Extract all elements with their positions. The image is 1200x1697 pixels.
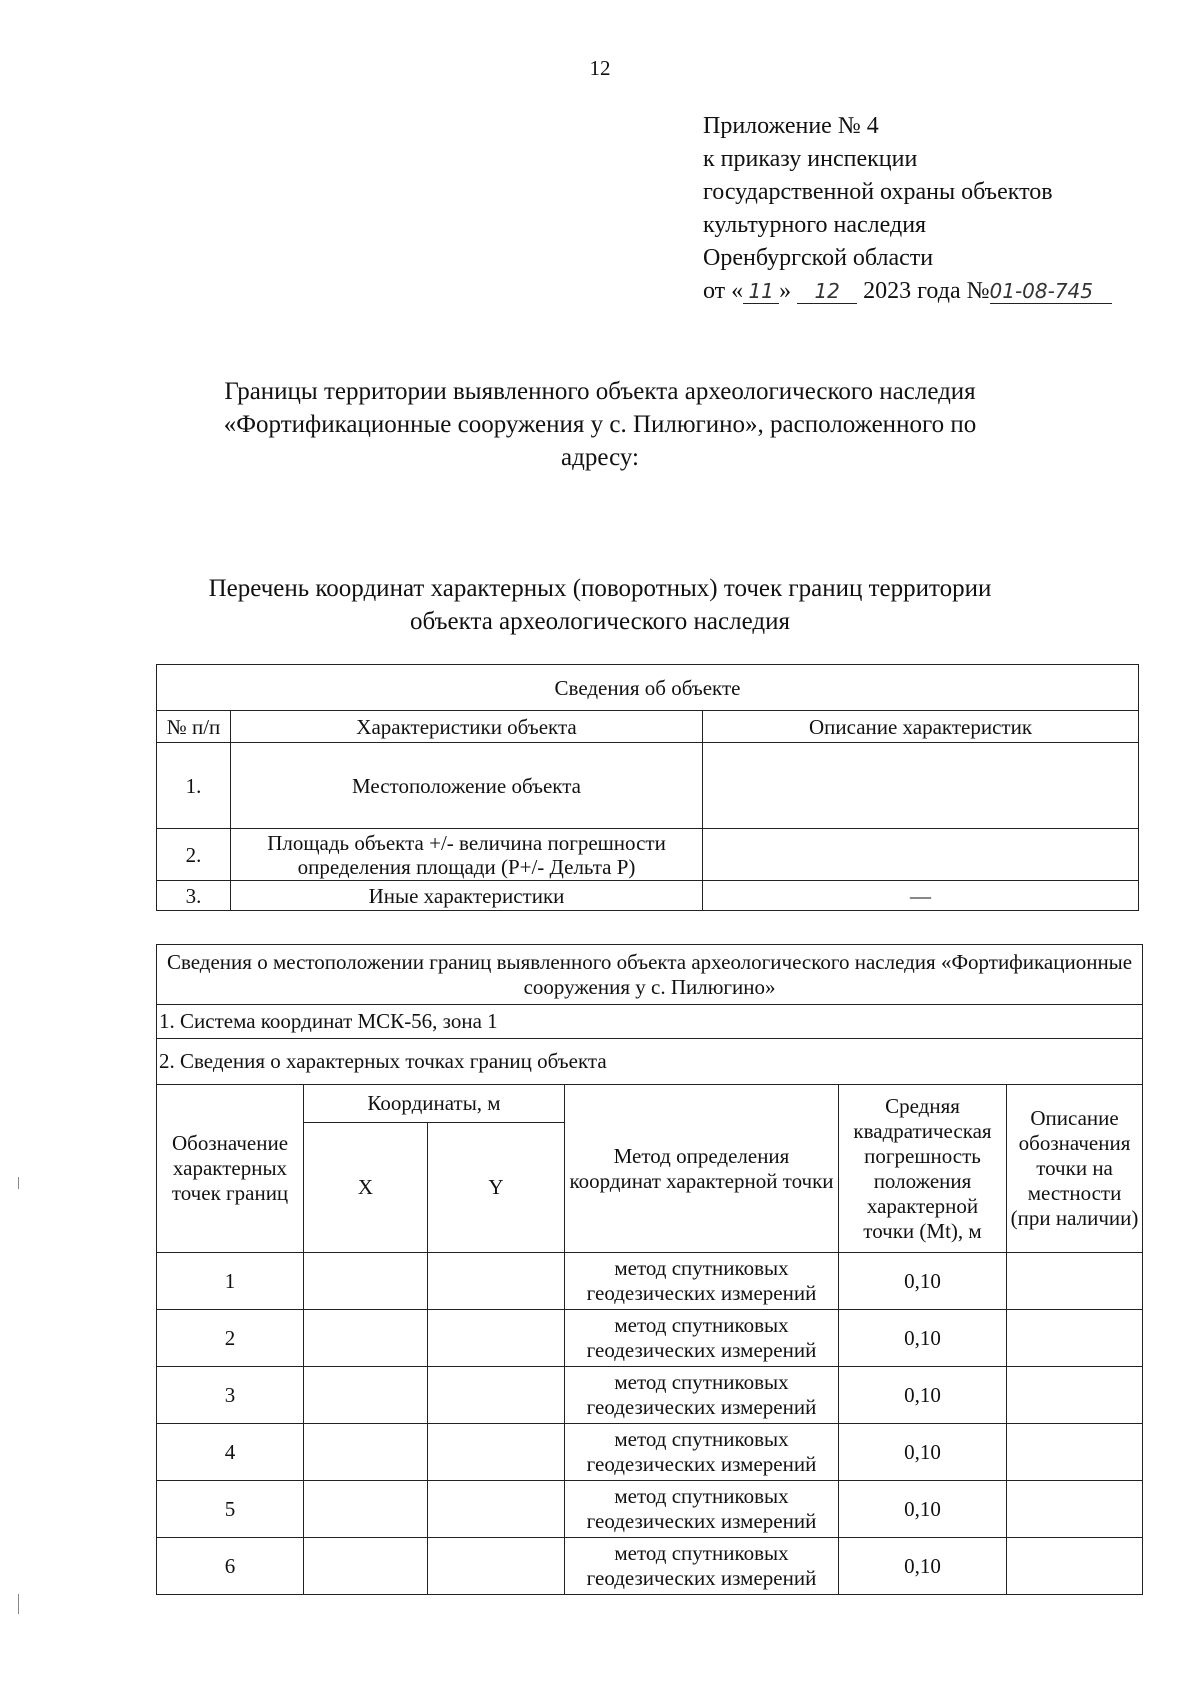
point-y: [428, 1310, 565, 1367]
header-method: Метод определения координат характерной точки: [565, 1085, 839, 1253]
point-method: метод спутниковых геодезических измерений: [565, 1538, 839, 1595]
point-description: [1007, 1424, 1143, 1481]
table-row: [157, 829, 1139, 881]
appendix-line: к приказу инспекции: [703, 146, 918, 172]
table-row: [157, 1481, 1143, 1538]
point-y: [428, 1481, 565, 1538]
point-description: [1007, 1253, 1143, 1310]
point-description: [1007, 1481, 1143, 1538]
point-x: [304, 1367, 428, 1424]
point-error: 0,10: [839, 1481, 1007, 1538]
point-y: [428, 1538, 565, 1595]
date-prefix: от «: [703, 278, 744, 304]
point-x: [304, 1253, 428, 1310]
table-row: [157, 1367, 1143, 1424]
header-point-description: Описание обозначения точки на местности (при наличии): [1007, 1085, 1143, 1253]
row-characteristic: Местоположение объекта: [231, 743, 703, 829]
scan-margin-mark: [18, 1177, 19, 1189]
point-id: 3: [157, 1367, 304, 1424]
row-description: [703, 743, 1139, 829]
table-caption: Сведения о местоположении границ выявленного объекта археологического наследия «Фортификационные сооружения у с. Пилюгино»: [157, 945, 1143, 1005]
table-row: [157, 1424, 1143, 1481]
coordinate-system: 1. Система координат МСК-56, зона 1: [157, 1005, 1143, 1039]
point-x: [304, 1481, 428, 1538]
handwritten-day: 11: [743, 279, 779, 304]
list-title: [150, 572, 1050, 638]
row-characteristic: Иные характеристики: [231, 881, 703, 911]
title-line: «Фортификационные сооружения у с. Пилюгино», расположенного по: [223, 411, 977, 438]
point-id: 4: [157, 1424, 304, 1481]
appendix-header: [703, 110, 1112, 308]
table-row: [157, 743, 1139, 829]
title-line: объекта археологического наследия: [410, 608, 790, 635]
point-error: 0,10: [839, 1310, 1007, 1367]
title-line: Перечень координат характерных (поворотных) точек границ территории: [208, 575, 992, 602]
point-description: [1007, 1538, 1143, 1595]
header-coordinates: Координаты, м: [304, 1085, 565, 1123]
header-num: № п/п: [157, 711, 231, 743]
object-info-table: [156, 664, 1139, 911]
order-date-line: [703, 275, 1112, 308]
header-description: Описание характеристик: [703, 711, 1139, 743]
point-x: [304, 1424, 428, 1481]
table-row: [157, 1538, 1143, 1595]
title-line: адресу:: [561, 444, 639, 471]
appendix-line: Оренбургской области: [703, 245, 934, 271]
point-id: 1: [157, 1253, 304, 1310]
page-number: 12: [589, 56, 611, 80]
row-num: 1.: [157, 743, 231, 829]
point-error: 0,10: [839, 1367, 1007, 1424]
point-y: [428, 1424, 565, 1481]
table-row: [157, 1253, 1143, 1310]
point-y: [428, 1253, 565, 1310]
header-x: X: [304, 1123, 428, 1253]
scan-margin-mark: [18, 1594, 19, 1614]
points-info: 2. Сведения о характерных точках границ объекта: [157, 1039, 1143, 1085]
point-method: метод спутниковых геодезических измерений: [565, 1310, 839, 1367]
table-caption: Сведения об объекте: [157, 665, 1139, 711]
point-description: [1007, 1310, 1143, 1367]
row-num: 2.: [157, 829, 231, 881]
header-characteristic: Характеристики объекта: [231, 711, 703, 743]
handwritten-month: 12: [797, 279, 857, 304]
table-row: [157, 1310, 1143, 1367]
row-num: 3.: [157, 881, 231, 911]
document-title: [150, 375, 1050, 474]
point-id: 5: [157, 1481, 304, 1538]
row-description: —: [703, 881, 1139, 911]
appendix-line: Приложение № 4: [703, 113, 879, 139]
point-method: метод спутниковых геодезических измерений: [565, 1367, 839, 1424]
row-characteristic: Площадь объекта +/- величина погрешности определения площади (Р+/- Дельта Р): [231, 829, 703, 881]
point-method: метод спутниковых геодезических измерений: [565, 1253, 839, 1310]
point-description: [1007, 1367, 1143, 1424]
point-error: 0,10: [839, 1424, 1007, 1481]
point-method: метод спутниковых геодезических измерений: [565, 1481, 839, 1538]
point-x: [304, 1538, 428, 1595]
header-error: Средняя квадратическая погрешность положения характерной точки (Mt), м: [839, 1085, 1007, 1253]
row-description: [703, 829, 1139, 881]
appendix-line: государственной охраны объектов: [703, 179, 1053, 205]
point-id: 2: [157, 1310, 304, 1367]
date-year: 2023 года №: [863, 278, 990, 304]
point-id: 6: [157, 1538, 304, 1595]
handwritten-order-number: 01-08-745: [990, 279, 1112, 304]
point-x: [304, 1310, 428, 1367]
point-error: 0,10: [839, 1253, 1007, 1310]
appendix-line: культурного наследия: [703, 212, 927, 238]
date-mid: »: [779, 278, 792, 304]
table-row: [157, 881, 1139, 911]
boundary-points-table: [156, 944, 1143, 1595]
point-error: 0,10: [839, 1538, 1007, 1595]
point-method: метод спутниковых геодезических измерений: [565, 1424, 839, 1481]
point-y: [428, 1367, 565, 1424]
title-line: Границы территории выявленного объекта археологического наследия: [224, 378, 976, 405]
header-y: Y: [428, 1123, 565, 1253]
header-designation: Обозначение характерных точек границ: [157, 1085, 304, 1253]
